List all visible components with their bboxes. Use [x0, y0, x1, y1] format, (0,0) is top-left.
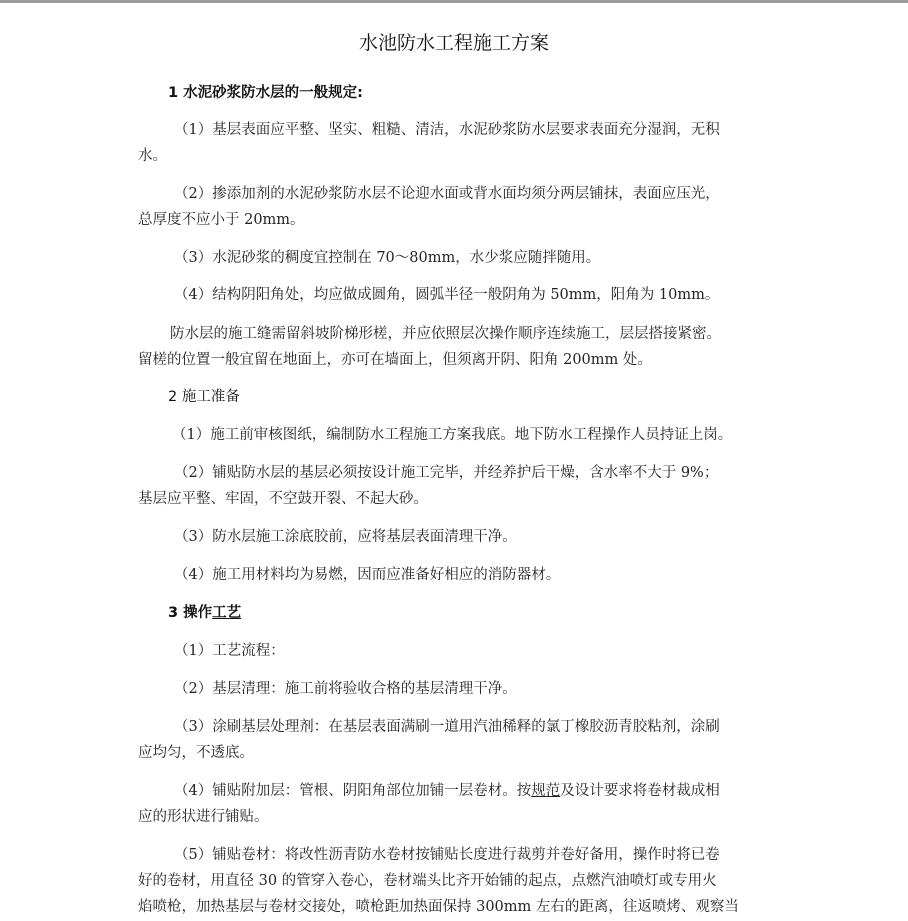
section-2-item-1: （1）施工前审核图纸，编制防水工程施工方案我底。地下防水工程操作人员持证上岗。 — [172, 427, 733, 443]
section-1-item-2: （2）掺添加剂的水泥砂浆防水层不论迎水面或背水面均须分两层铺抹，表面应压光， — [174, 186, 720, 202]
section-3-item-3-cont: 应均匀，不透底。 — [138, 745, 254, 761]
page-title: 水池防水工程施工方案 — [358, 32, 549, 54]
section-1-item-4: （4）结构阴阳角处，均应做成圆角，圆弧半径一般阴角为 50mm，阳角为 10mm。 — [174, 287, 720, 303]
section-1-item-2-cont: 总厚度不应小于 20mm。 — [138, 212, 305, 228]
section-3-item-3: （3）涂刷基层处理剂：在基层表面满刷一道用汽油稀释的氯丁橡胶沥青胶粘剂，涂刷 — [174, 719, 720, 735]
section-3-item-5-cont-1: 好的卷材，用直径 30 的管穿入卷心，卷材端头比齐开始铺的起点，点燃汽油喷灯或专用火 — [138, 873, 717, 889]
item-4-text-a: （4）铺贴附加层：管根、阴阳角部位加铺一层卷材。按 — [174, 783, 532, 799]
section-1-item-1: （1）基层表面应平整、坚实、粗糙、清洁，水泥砂浆防水层要求表面充分湿润，无积 — [174, 122, 720, 138]
section-3-heading — [168, 604, 241, 622]
process-link[interactable]: 工艺 — [212, 605, 242, 621]
section-1-paragraph: 防水层的施工缝需留斜坡阶梯形槎，并应依照层次操作顺序连续施工，层层搭接紧密。 — [170, 326, 721, 342]
section-3-heading-text: 3 操作 — [168, 605, 213, 621]
section-1-item-1-cont: 水。 — [138, 148, 167, 164]
section-2-item-2: （2）铺贴防水层的基层必须按设计施工完毕，并经养护后干燥，含水率不大于 9%； — [174, 465, 719, 481]
section-2-item-4: （4）施工用材料均为易燃，因而应准备好相应的消防器材。 — [174, 567, 561, 583]
section-3-item-5: （5）铺贴卷材：将改性沥青防水卷材按铺贴长度进行裁剪并卷好备用，操作时将已卷 — [174, 847, 720, 863]
section-3-item-4-cont: 应的形状进行铺贴。 — [138, 809, 269, 825]
section-2-item-2-cont: 基层应平整、牢固，不空鼓开裂、不起大砂。 — [138, 491, 428, 507]
item-4-text-b: 及设计要求将卷材裁成相 — [560, 783, 720, 799]
section-3-item-5-cont-2: 焰喷枪，加热基层与卷材交接处，喷枪距加热面保持 300mm 左右的距离，往返喷烤、观察当 — [138, 899, 739, 915]
spec-link[interactable]: 规范 — [531, 783, 561, 799]
section-3-item-4 — [174, 782, 720, 800]
section-1-paragraph-cont: 留槎的位置一般宜留在地面上，亦可在墙面上，但须离开阴、阳角 200mm 处。 — [138, 352, 652, 368]
section-3-item-2: （2）基层清理：施工前将验收合格的基层清理干净。 — [174, 681, 517, 697]
section-1-heading: 1 水泥砂浆防水层的一般规定: — [168, 85, 363, 101]
section-1-item-3: （3）水泥砂浆的稠度宜控制在 70～80mm，水少浆应随拌随用。 — [174, 250, 601, 266]
section-2-heading: 2 施工准备 — [168, 389, 240, 405]
section-3-item-1: （1）工艺流程： — [174, 643, 285, 659]
section-2-item-3: （3）防水层施工涂底胶前，应将基层表面清理干净。 — [174, 529, 517, 545]
